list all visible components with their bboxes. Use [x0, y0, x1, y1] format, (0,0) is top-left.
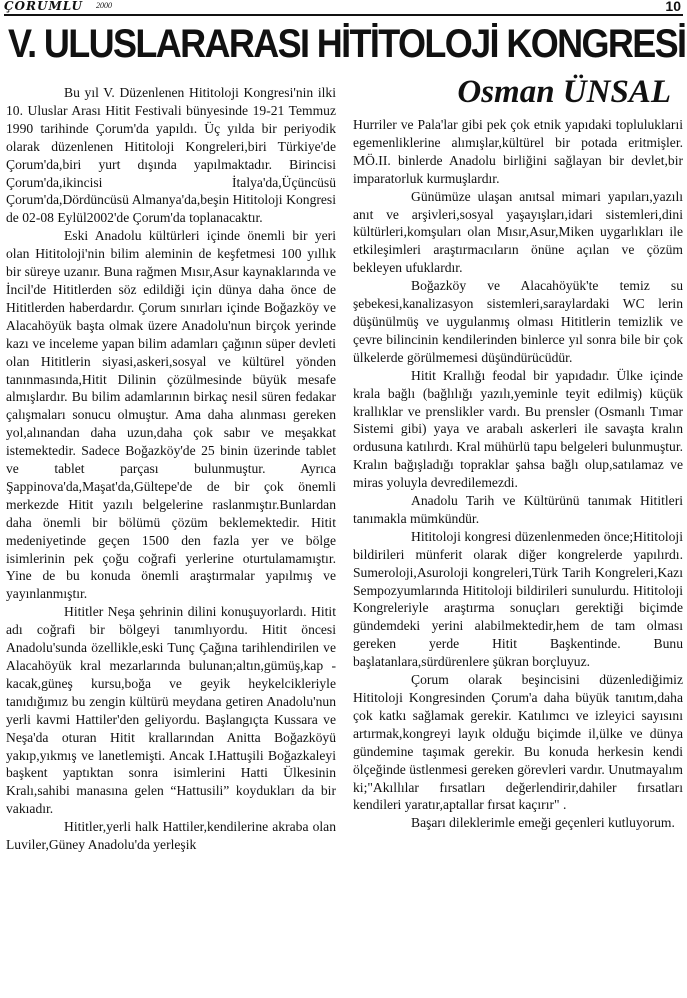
right-column	[353, 116, 683, 832]
paragraph: Hititoloji kongresi düzenlenmeden önce;Hititoloji bildirileri münferit olarak diğer kongrelerde yapılırdı. Sumeroloji,Asuroloji kongreleri,Türk Tarih Kongreleri,Kazı Sempozyumlarında Hititoloji bildirileri sunulurdu. Hititoloji Kongreleriyle araştırma sonuçları gerektiği biçimde gündemdeki yerini alabilmektedir,hem de tam olması gereken yerde Hitit Başkentinde. Bunu başlatanlara,sürdürenlere şükran borçluyuz.	[353, 528, 683, 670]
masthead	[4, 0, 683, 14]
paragraph: Günümüze ulaşan anıtsal mimari yapıları,yazılı anıt ve arşivleri,sosyal yaşayışları,idari sistemleri,dini kültürleri,komşuları olan Mısır,Asur,Miken uygarlıkları ile etkileşimleri araştırmacıların önüne açılan ve çözüm bekleyen ufuklardır.	[353, 188, 683, 276]
magazine-name: ÇORUMLU	[4, 0, 83, 13]
paragraph: Bu yıl V. Düzenlenen Hititoloji Kongresi'nin ilki 10. Uluslar Arası Hitit Festivali bünyesinde 19-21 Temmuz 1990 tarihinde Çorum'da yapıldı. Üç yılda bir periyodik olarak düzenlenen Hititoloji Kongreleri,biri Türkiye'de Çorum'da,biri yurt dışında yapılmaktadır. Birincisi Çorum'da,ikincisi İtalya'da,Üçüncüsü Çorum'da,Dördüncüsü Almanya'da,beşin Hititoloji Kongresi de 02-08 Eylül2002'de Çorum'da toplanacaktır.	[6, 85, 336, 226]
paragraph: Hititler Neşa şehrinin dilini konuşuyorlardı. Hitit adı coğrafi bir bölgeyi tanımlıyordu. Hitit öncesi Anadolu'sunda özellikle,eski Tunç Çağına tarihlendirilen ve Alacahöyük kral mezarlarında bulunan;altın,gümüş,kap -kacak,güneş kursu,boğa ve geyik heykelcikleriyle tanıdığımız bu zengin kültürü meydana getiren Anadolu'nun yerli kavmi Hattiler'den geliyordu. Başlangıçta Kussara ve Neşa'da oturan Hitit krallarından Anitta Boğazköyü yakıp,yıkmış ve lanetlemişti. Ancak I.Hattuşili Boğazkaleyi başkent yaptıktan sonra isimlerini Hatti Ülkesinin Kralı,sahibi manasına gelen “Hattusili” koydukları da bir vakıadır.	[6, 604, 336, 817]
article-title: V. ULUSLARARASI HİTİTOLOJİ KONGRESİ	[8, 22, 686, 66]
paragraph: Eski Anadolu kültürleri içinde önemli bir yeri olan Hititoloji'nin bilim aleminin de keşfetmesi 100 yıllık bir süreye uzanır. Buna rağmen Mısır,Asur kaynaklarında ve İncil'de Hititlerden söz edildiği için dünya daha önce de Hititlerden haberdardır. Çorum sınırları içinde Boğazköy ve Alacahöyük başta olmak üzere Anadolu'nun birçok yerinde kazı ve inceleme yapan bilim adamları çağının süper devleti olan Hititlerin siyasi,askeri,sosyal ve kültürel yönden tanınmasında,Hitit Dilinin çözülmesinde büyük mesafe almışlardır. Bu bilim adamlarının birkaç nesil süren fedakar çalışmaları sonucu olmuştur. Ama daha alınması gereken yol,alınandan daha uzun,daha çok sabır ve meşakkat istemektedir. Sadece Boğazköy'de 25 binin üzerinde tablet ve tablet parçası bulunmuştur. Ayrıca Şappinova'da,Maşat'da,Gültepe'de de bir çok önemli merkezde Hitit yazılı belgelerine raslanmıştır.Bunlardan daha önemli bir bölümü çözüm beklemektedir. Hitit medeniyetinde geçen 1500 den fazla yer ve bölge isimlerinin pek çoğu coğrafi yerlerine oturtulamamıştır. Yine de bu konuda önemli araştırmalar yapılmış ve yayınlanmıştır.	[6, 228, 336, 602]
paragraph: Başarı dileklerimle emeği geçenleri kutluyorum.	[411, 815, 675, 831]
page-number: 10	[665, 0, 681, 14]
paragraph: Hititler,yerli halk Hattiler,kendilerine akraba olan Luviler,Güney Anadolu'da yerleşik	[6, 819, 336, 853]
paragraph: Hitit Krallığı feodal bir yapıdadır. Ülke içinde krala bağlı (bağlılığı yazılı,yeminle teyit edilmiş) küçük krallıklar ve prenslikler vardı. Bu prensler (Osmanlı Tımar Sistemi gibi) yaya ve arabalı askerleri ile savaşta kralın ordusuna katılırdı. Kral mühürlü tapu belgeleri bulunmuştur. Kralın bağışladığı topraklar şahsa bağlı olup,satılamaz ve miras yoluyla devredilemezdi.	[353, 367, 683, 491]
paragraph: Boğazköy ve Alacahöyük'te temiz su şebekesi,kanalizasyon sistemleri,saraylardaki WC lerin düşünülmüş ve uygulanmış olması Hititlerin temizlik ve çevre bilincinin kendilerinden binlerce yıl sonra bile bir çok ülkelerde görülmemesi düşündürücüdür.	[353, 278, 683, 365]
article-author: Osman ÜNSAL	[457, 74, 671, 110]
paragraph: Çorum olarak beşincisini düzenlediğimiz Hititoloji Kongresinden Çorum'a daha büyük tanıtım,daha çok katkı sağlamak gerekir. Katılımcı ve izleyici sayısını artırmak,kongreyi layık olduğu biçimde il,ülke ve dünya gündemine taşımak gerekir. Bu konuda herkesin kendi ölçeğinde üstlenmesi gereken görevleri vardır. Unutmayalım ki;"Akıllılar fırsatları değerlendirir,dahiler fırsatları kendileri yaratır,aptallar fırsat kaçırır" .	[353, 672, 683, 813]
magazine-year: 2000	[96, 1, 112, 10]
header-rule	[4, 14, 683, 16]
paragraph: Hurriler ve Pala'lar gibi pek çok etnik yapıdaki topluluklarıi egemenliklerine alımışlar,kültürel bir potada eritmişler. MÖ.II. binlerde Anadolu birliğini sağlayan bir devlet,bir imparatorluk kurmuşlardır.	[353, 117, 683, 186]
left-column	[6, 84, 336, 854]
paragraph: Anadolu Tarih ve Kültürünü tanımak Hititleri tanımakla mümkündür.	[353, 493, 683, 526]
